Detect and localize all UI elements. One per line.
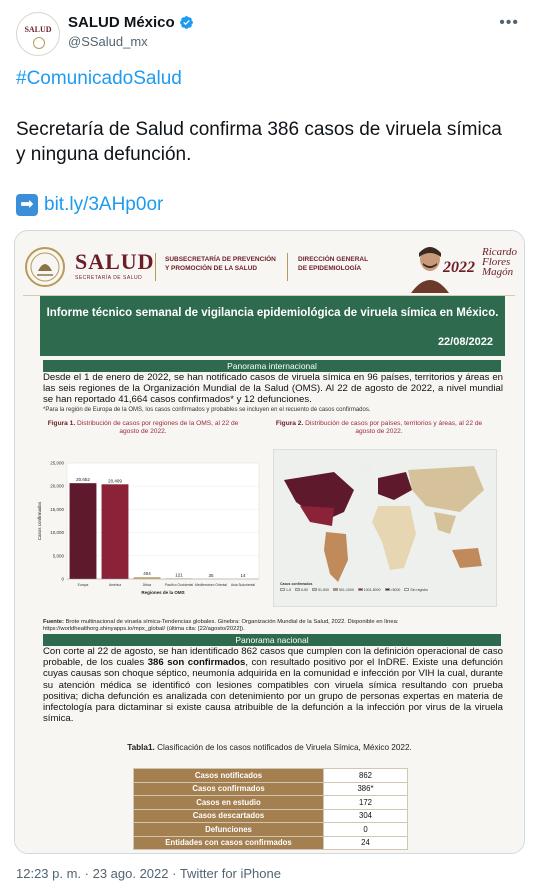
org-subtitle: SECRETARÍA DE SALUD — [75, 275, 143, 281]
figure-2-label: Figura 2. — [275, 420, 304, 427]
seal-icon — [33, 37, 45, 49]
bar-value-label: 20,652 — [76, 477, 90, 483]
subsecretaria-line-2: Y PROMOCIÓN DE LA SALUD — [165, 265, 258, 272]
world-map — [273, 449, 497, 607]
report-title: Informe técnico semanal de vigilancia epidemiológica de viruela símica en México. — [46, 307, 499, 319]
tweet-header — [16, 10, 523, 58]
figure-1-caption-text: Distribución de casos por regiones de la OMS, al 22 de agosto de 2022. — [77, 420, 239, 435]
table-row — [134, 796, 408, 810]
table-label: Tabla1. — [127, 743, 155, 752]
map-legend-item — [333, 588, 354, 592]
figure-2-caption — [269, 420, 489, 436]
map-legend — [278, 582, 492, 602]
divider — [287, 253, 288, 281]
x-axis-label: Regiones de la OMS — [141, 590, 185, 595]
map-legend-label: 1-5 — [286, 588, 292, 592]
report-document — [15, 231, 524, 853]
bar — [70, 483, 97, 579]
section-heading-international: Panorama internacional — [43, 360, 501, 372]
table-row-label: Defunciones — [134, 823, 324, 837]
report-date: 22/08/2022 — [437, 336, 493, 348]
map-legend-item — [312, 588, 329, 592]
map-legend-items — [280, 588, 490, 592]
y-tick-label: 25,000 — [50, 460, 64, 466]
bar-value-label: 14 — [240, 572, 246, 578]
y-tick-label: 5,000 — [52, 553, 64, 559]
map-legend-label: 501-1000 — [338, 588, 354, 592]
table-caption — [15, 743, 524, 752]
national-paragraph — [43, 646, 503, 724]
map-legend-swatch — [333, 588, 338, 591]
map-legend-swatch — [404, 588, 409, 591]
mexico-coat-of-arms-icon — [23, 245, 67, 289]
y-tick-label: 15,000 — [50, 506, 64, 512]
org-logo-text: SALUD — [75, 249, 155, 274]
source-text: Brote multinacional de viruela símica-Tendencias globales. Ginebra: Organización Mundial de la Salud, 2022. Disponible en línea: https://worldhealthorg.shinyapps.io/mpx_global/ (última cita: [22/agosto/2022]). — [43, 619, 399, 632]
table-row-label: Entidades con casos confirmados — [134, 836, 324, 850]
table-row-value: 862 — [324, 769, 408, 783]
table-row — [134, 836, 408, 850]
figure-1-caption — [43, 420, 243, 436]
y-tick-label: 20,000 — [50, 483, 64, 489]
direccion-line-1: DIRECCIÓN GENERAL — [298, 256, 369, 263]
national-text-2: , con resultado positivo por el InDRE. Existe una defunción cuyas causas son choque séptico, neumonía adquirida en la comunidad e infección por VIH la cual, durante su atención médica se identificó con lesiones compatibles con viruela símica resultando con prueba positiva; dicha defunción es analizada con detenimiento por un grupo de personas expertas en materia de infectología para dictaminar si existe causa atribuible de la defunción a la infección por virus de la viruela símica. — [43, 657, 503, 725]
map-legend-swatch — [385, 588, 390, 591]
x-tick-label: Asia Sudoriental — [230, 583, 256, 587]
bar-value-label: 20,409 — [108, 478, 122, 484]
direccion-label — [298, 255, 368, 273]
map-legend-item — [358, 588, 381, 592]
map-legend-swatch — [280, 588, 285, 591]
cases-table — [133, 768, 408, 850]
table-row — [134, 823, 408, 837]
map-legend-label: 51-500 — [318, 588, 329, 592]
table-row-value: 0 — [324, 823, 408, 837]
verified-badge-icon — [179, 15, 194, 30]
report-banner — [40, 296, 505, 356]
table-caption-text: Clasificación de los casos notificados de Viruela Símica, México 2022. — [157, 743, 412, 752]
year-label: 2022 — [443, 259, 475, 276]
who-region-bar-chart — [33, 451, 265, 615]
table-row — [134, 809, 408, 823]
table-row-label: Casos en estudio — [134, 796, 324, 810]
short-link[interactable]: bit.ly/3AHp0or — [44, 194, 164, 215]
map-legend-item — [385, 588, 401, 592]
map-legend-title: Casos confirmados — [280, 582, 313, 586]
tweet-timestamp[interactable]: 12:23 p. m. · 23 ago. 2022 · Twitter for iPhone — [16, 866, 281, 881]
divider — [155, 253, 156, 281]
table-row-value: 172 — [324, 796, 408, 810]
national-text-bold: 386 son confirmados — [147, 657, 246, 669]
source-label: Fuente: — [43, 619, 64, 625]
subsecretaria-line-1: SUBSECRETARÍA DE PREVENCIÓN — [165, 256, 276, 263]
x-tick-label: Mediterráneo Oriental — [195, 583, 227, 587]
table-row-value: 386* — [324, 782, 408, 796]
direccion-line-2: DE EPIDEMIOLOGÍA — [298, 265, 362, 272]
bar — [134, 577, 161, 579]
avatar-text: SALUD — [24, 25, 52, 34]
y-axis-label: Casos confirmados — [37, 501, 42, 541]
map-legend-swatch — [312, 588, 317, 591]
map-legend-label: Sin registro — [410, 588, 429, 592]
map-legend-swatch — [358, 588, 363, 591]
bar-value-label: 404 — [143, 571, 151, 577]
bar — [102, 484, 129, 579]
map-legend-label: >5000 — [390, 588, 401, 592]
table-row — [134, 769, 408, 783]
national-text-1: Con corte al 22 de agosto, se han identificado 862 casos que cumplen con la definición operacional de caso probable, de los cuales — [43, 646, 503, 669]
map-legend-label: 1001-5000 — [363, 588, 381, 592]
x-tick-label: Europa — [77, 583, 89, 587]
map-legend-item — [280, 588, 291, 592]
x-tick-label: Pacífico Occidental — [164, 583, 194, 587]
source-note — [43, 619, 503, 633]
author-name[interactable]: SALUD México — [68, 14, 175, 31]
bar-value-label: 35 — [208, 572, 214, 578]
tweet-image[interactable] — [14, 230, 525, 854]
table-row-value: 24 — [324, 836, 408, 850]
figure-2-caption-text: Distribución de casos por países, territorios y áreas, al 22 de agosto de 2022. — [305, 420, 483, 435]
author-handle[interactable]: @SSalud_mx — [68, 34, 148, 49]
more-icon[interactable]: ••• — [499, 14, 519, 31]
map-legend-item — [404, 588, 428, 592]
bar-value-label: 121 — [175, 572, 183, 578]
avatar[interactable] — [16, 12, 60, 56]
x-tick-label: África — [142, 583, 152, 587]
tweet-text: Secretaría de Salud confirma 386 casos de viruela símica y ninguna defunción. — [16, 119, 502, 165]
table-row-label: Casos notificados — [134, 769, 324, 783]
subsecretaria-label — [165, 255, 276, 273]
map-legend-swatch — [295, 588, 300, 591]
map-legend-item — [295, 588, 308, 592]
author-row — [68, 14, 194, 31]
right-arrow-emoji-icon: ➡ — [16, 194, 38, 216]
table-row-label: Casos descartados — [134, 809, 324, 823]
table-row-value: 304 — [324, 809, 408, 823]
table-row-label: Casos confirmados — [134, 782, 324, 796]
section-heading-national: Panorama nacional — [43, 634, 501, 646]
y-tick-label: 10,000 — [50, 530, 64, 536]
table-row — [134, 782, 408, 796]
map-legend-label: 6-50 — [301, 588, 309, 592]
international-footnote: *Para la región de Europa de la OMS, los casos confirmados y probables se incluyen en el recuento de casos confirmados. — [43, 407, 371, 413]
y-tick-label: 0 — [61, 576, 64, 582]
x-tick-label: América — [108, 583, 122, 587]
figure-1-label: Figura 1. — [47, 420, 76, 427]
link-row — [16, 194, 163, 216]
honoree-name: Ricardo Flores Magón — [482, 246, 518, 278]
hashtag-link[interactable]: #ComunicadoSalud — [16, 68, 182, 89]
international-paragraph: Desde el 1 de enero de 2022, se han notificado casos de viruela símica en 96 países, territorios y áreas en las seis regiones de la Organización Mundial de la Salud (OMS). Al 22 de agosto de 2022, a nivel mundial se han reportado 41,664 casos confirmados* y 12 defunciones. — [43, 372, 503, 406]
